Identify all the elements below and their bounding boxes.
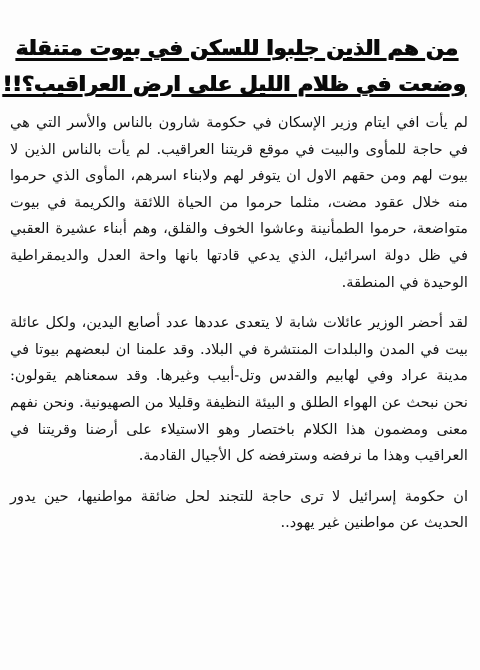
headline-line-1: من هم الذين جلبوا للسكن في بيوت متنقلة [16, 36, 458, 60]
paragraph-2: لقد أحضر الوزير عائلات شابة لا يتعدى عددها عدد أصابع اليدين، ولكل عائلة بيت في المدن والبلدات المنتشرة في البلاد. وقد علمنا ان لبعضهم بيوتا في مدينة عراد وفي لهابيم والقدس وتل-أبيب وغيرها. وقد سمعناهم يقولون: نحن نبحث عن الهواء الطلق و البيئة النظيفة وقليلا من الصهيونية. ونحن نفهم معنى ومضمون هذا الكلام باختصار وهو الاستيلاء على أرضنا وقريتنا في العراقيب وهذا ما نرفضه وسترفضه كل الأجيال القادمة. [10, 314, 468, 465]
article-body [10, 110, 468, 537]
paragraph-3: ان حكومة إسرائيل لا ترى حاجة للتجند لحل ضائقة مواطنيها، حين يدور الحديث عن مواطنين غير يهود.. [10, 487, 468, 532]
headline [2, 30, 466, 102]
paragraph-1: لم يأت افي ايتام وزير الإسكان في حكومة شارون بالناس والأسر التي هي في حاجة للمأوى والبيت في موقع قريتنا العراقيب. لم يأت بالناس الذين لا بيوت لهم ومن حقهم الاول ان يتوفر لهم ولابناء اسرهم، المأوى الذي حرموا منه خلال عقود مضت، مثلما حرموا من الحياة اللائقة والكريمة في بيوت متواضعة، حرموا الطمأنينة وعاشوا الخوف والقلق، وهم أبناء عشيرة العقبي في ظل دولة اسرائيل، الذي يدعي قادتها بانها واحة العدل والديمقراطية الوحيدة في المنطقة. [10, 114, 468, 291]
headline-line-2: وضعت في ظلام الليل على ارض العراقيب؟!! [2, 72, 466, 96]
